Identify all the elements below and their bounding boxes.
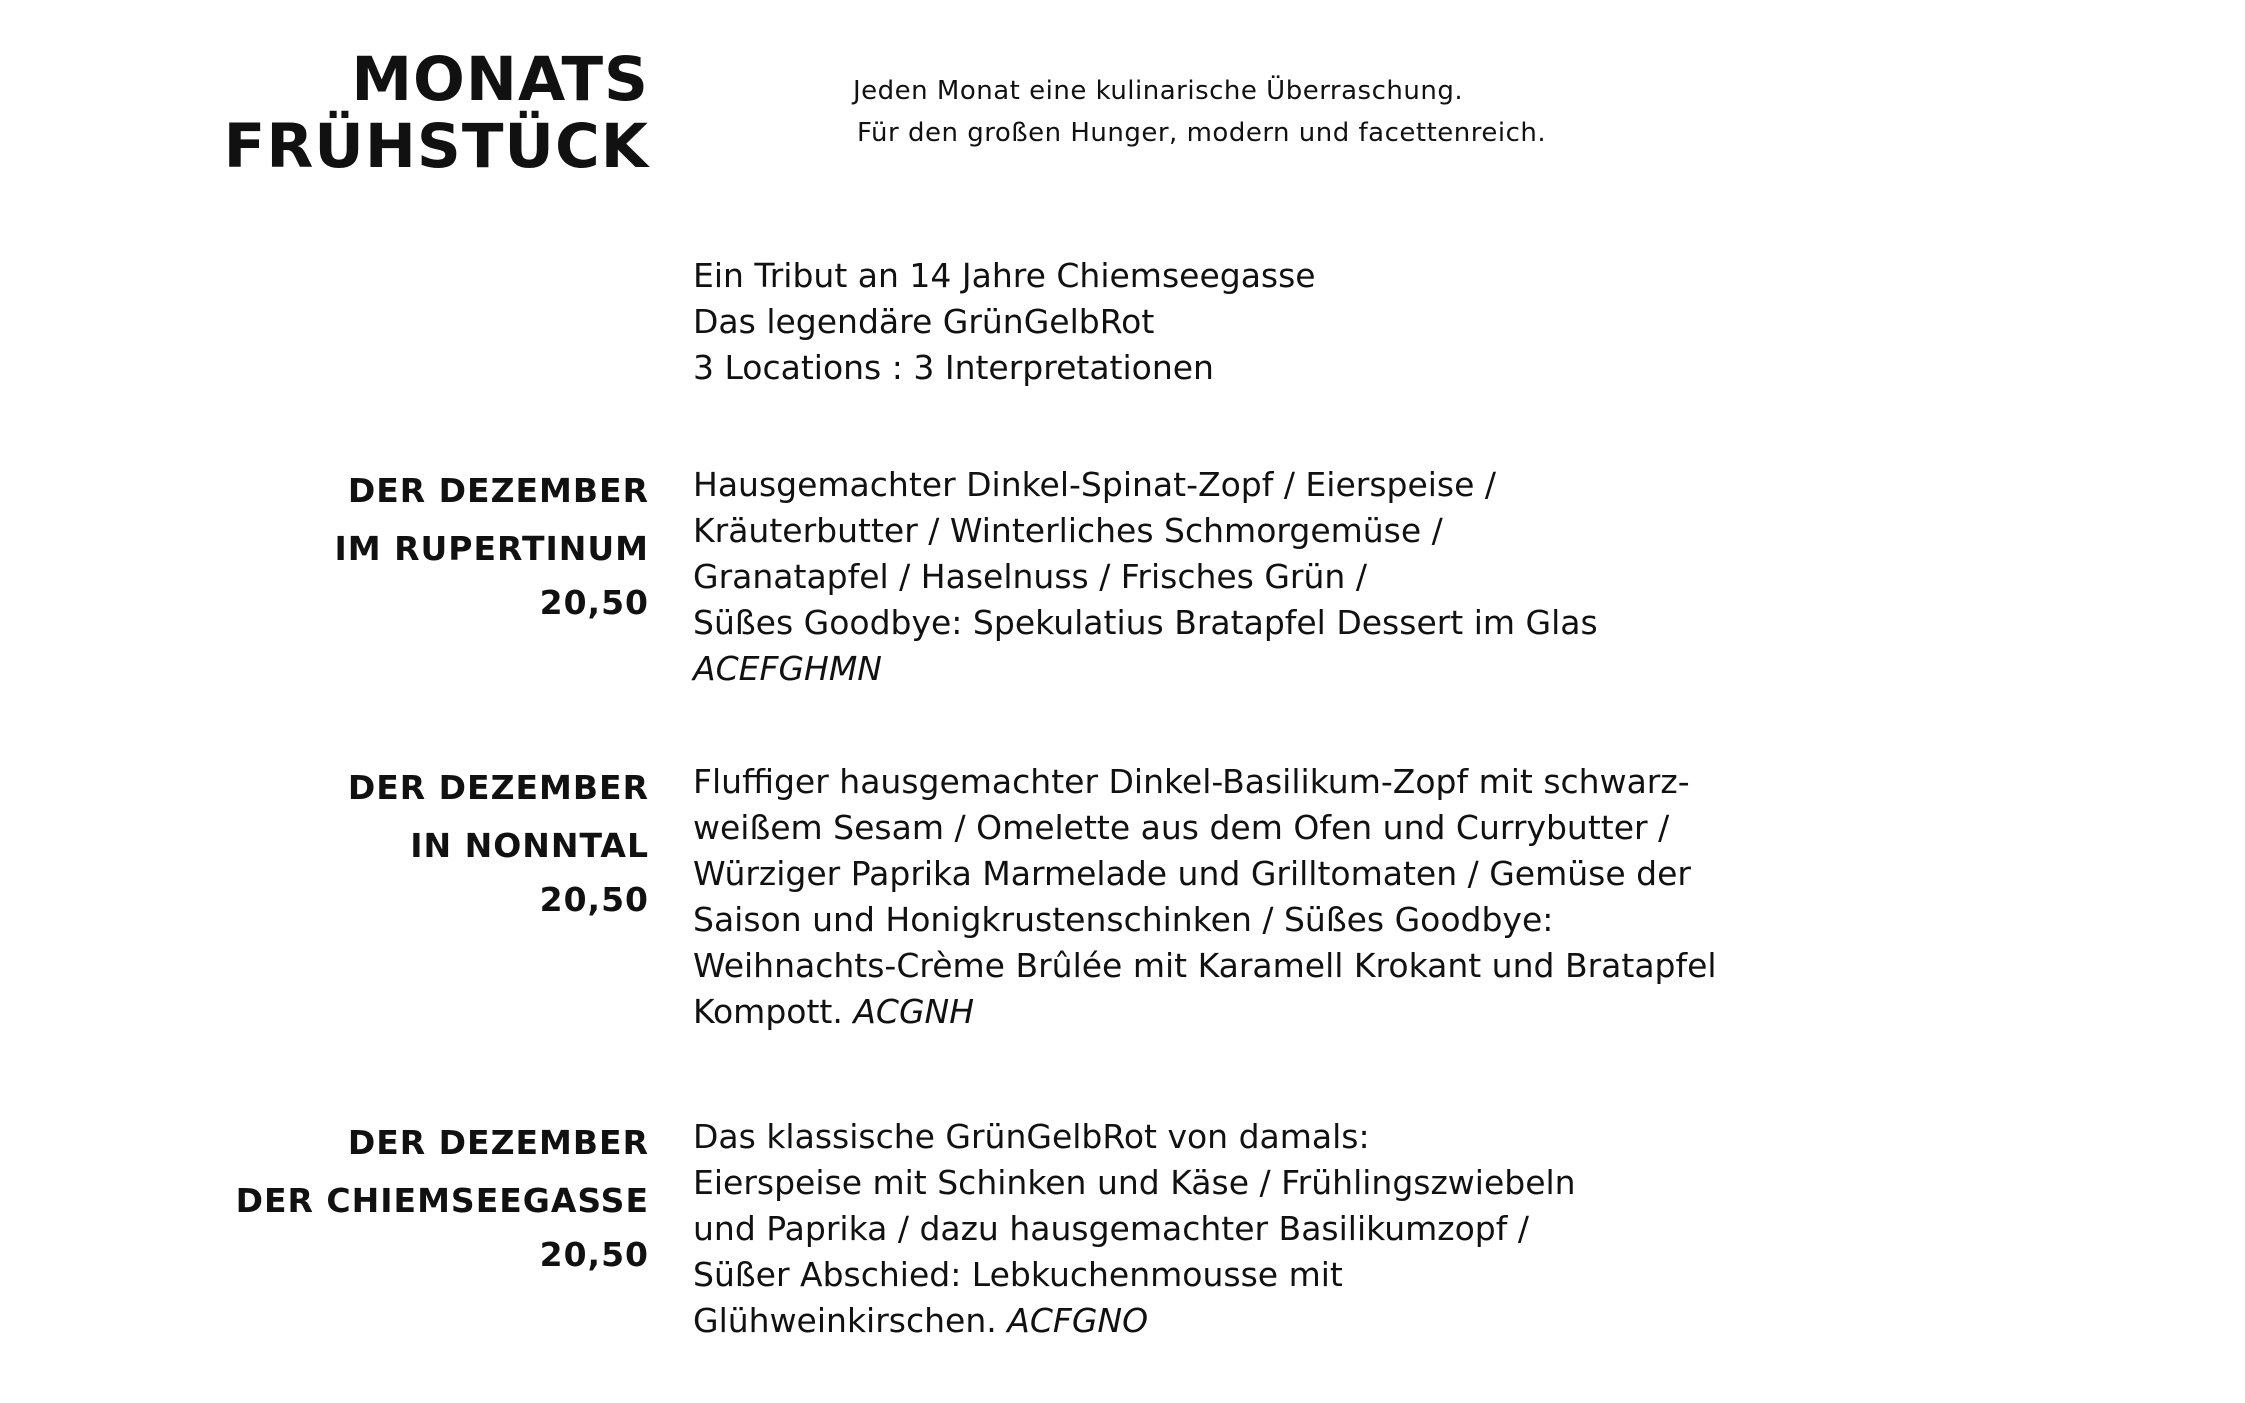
allergen-codes: ACEFGHMN <box>693 649 882 688</box>
description-line: Süßes Goodbye: Spekulatius Bratapfel Dessert im Glas <box>693 603 1598 642</box>
section-label <box>334 462 649 628</box>
description-line: und Paprika / dazu hausgemachter Basilikumzopf / <box>693 1209 1529 1248</box>
description-last-line <box>693 1298 1576 1344</box>
section-label <box>236 1114 649 1280</box>
price: 20,50 <box>539 880 649 919</box>
allergen-codes: ACGNH <box>853 992 975 1031</box>
page-title <box>224 46 649 180</box>
title-line-1: MONATS <box>351 44 649 115</box>
section-label-line-1: DER DEZEMBER <box>347 471 649 510</box>
section-label-line-1: DER DEZEMBER <box>347 1123 649 1162</box>
description-line: weißem Sesam / Omelette aus dem Ofen und Currybutter / <box>693 808 1670 847</box>
title-line-2: FRÜHSTÜCK <box>223 111 649 182</box>
description-line: Eierspeise mit Schinken und Käse / Frühlingszwiebeln <box>693 1163 1576 1202</box>
section-label-line-2: DER CHIEMSEEGASSE <box>235 1181 649 1220</box>
tagline <box>853 70 1546 154</box>
description-line: Fluffiger hausgemachter Dinkel-Basilikum-Zopf mit schwarz- <box>693 762 1690 801</box>
section-label <box>348 759 649 925</box>
intro-line-2: Das legendäre GrünGelbRot <box>693 302 1155 341</box>
section-label-line-2: IN NONNTAL <box>410 826 649 865</box>
description-line: Hausgemachter Dinkel-Spinat-Zopf / Eierspeise / <box>693 465 1497 504</box>
price: 20,50 <box>539 583 649 622</box>
description-line: Saison und Honigkrustenschinken / Süßes Goodbye: <box>693 900 1554 939</box>
description-line: Kräuterbutter / Winterliches Schmorgemüse / <box>693 511 1443 550</box>
tagline-line-2: Für den großen Hunger, modern und facettenreich. <box>857 118 1547 148</box>
section-label-line-1: DER DEZEMBER <box>347 768 649 807</box>
intro-text <box>693 253 1316 391</box>
description-last-line <box>693 989 1717 1035</box>
description-line: Süßer Abschied: Lebkuchenmousse mit <box>693 1255 1343 1294</box>
description-line: Würziger Paprika Marmelade und Grilltomaten / Gemüse der <box>693 854 1691 893</box>
description-line-text: Glühweinkirschen. <box>693 1301 997 1340</box>
intro-line-1: Ein Tribut an 14 Jahre Chiemseegasse <box>693 256 1316 295</box>
description-line: Granatapfel / Haselnuss / Frisches Grün / <box>693 557 1367 596</box>
section-label-line-2: IM RUPERTINUM <box>334 529 649 568</box>
dish-description <box>693 1114 1576 1344</box>
dish-description <box>693 759 1717 1035</box>
description-line: Das klassische GrünGelbRot von damals: <box>693 1117 1370 1156</box>
description-line-text: Kompott. <box>693 992 843 1031</box>
description-line: Weihnachts-Crème Brûlée mit Karamell Krokant und Bratapfel <box>693 946 1717 985</box>
tagline-line-1: Jeden Monat eine kulinarische Überraschung. <box>853 76 1464 106</box>
intro-line-3: 3 Locations : 3 Interpretationen <box>693 348 1214 387</box>
allergen-codes: ACFGNO <box>1007 1301 1149 1340</box>
price: 20,50 <box>539 1235 649 1274</box>
dish-description <box>693 462 1598 692</box>
